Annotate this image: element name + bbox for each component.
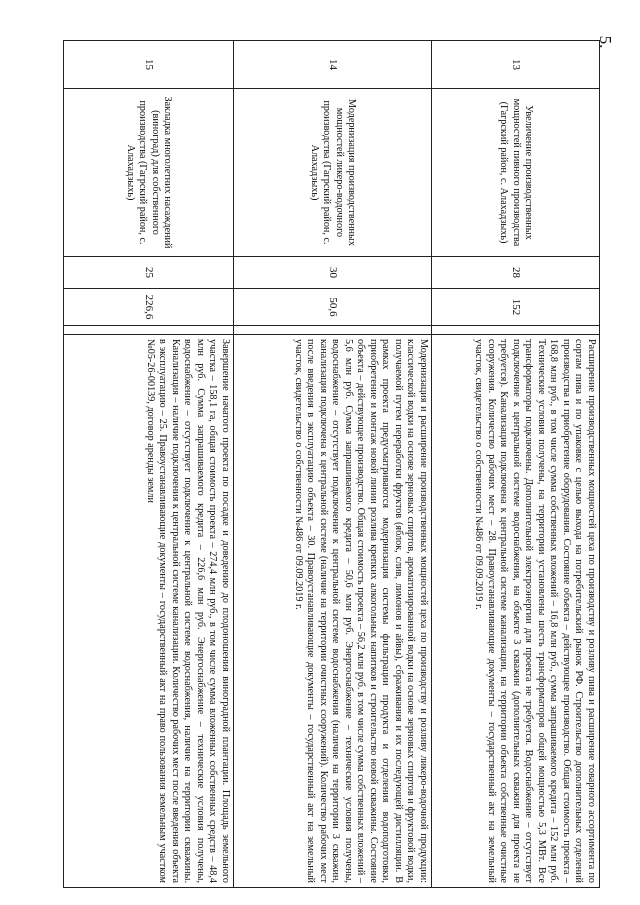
page-number: 5. bbox=[596, 35, 615, 49]
project-name: Увеличение производственных мощностей пивного производства (Гагрский район, с. Алахадзыхь) bbox=[432, 89, 600, 257]
jobs-count: 30 bbox=[234, 257, 432, 289]
project-name: Закладка многолетних насаждений (виноград) для собственного производства (Гагрский район, с. Алахадзыхь) bbox=[64, 89, 234, 257]
project-description: Модернизация и расширение производственных мощностей цеха по производству и розливу ликеро-водочной продукции: классической водки на основе зерновых спиртов, ароматизированной водки на основе зерновых спиртов и фруктовой водки, получаемой путем переработки фруктов (яблок, слив, лимонов и айвы), сбраживания и их последующей дистилляции. В рамках проекта предусматриваются модернизация системы фильтрации продукта и отделения водоподготовки, приобретение и монтаж новой линии розлива крепких алкогольных напитков и строительство новой скважины. Состояние объекта – действующее производство. Общая стоимость проекта – 56,2 млн руб. в том числе сумма собственных вложений – 5,6 млн руб. Сумма запрашиваемого кредита – 50,6 млн руб. Энергоснабжение – технические условия получены, водоснабжение – отсутствует подключение к центральной системе водоснабжения (наличие на территории 3 скважин, канализация подключена к центральной системе (наличие на территории очистных сооружений). Количество рабочих мест после введения в эксплуатацию объекта – 30. Правоустанавливающие документы – государственный акт на земельный участок, свидетельство о собственности №486 от 09.09.2019 г. bbox=[234, 335, 432, 888]
project-description: Завершение начатого проекта по посадке и доведению до плодоношения виноградной плантации. Площадь земельного участка – 158,1 га, общая стоимость проекта – 274,4 млн руб., в том числе сумма вложенных собственных средств – 48,4 млн руб. Сумма запрашиваемого кредита – 226,6 млн руб. Энергоснабжение – технические условия получены, водоснабжение – отсутствует подключение к центральной системе водоснабжения, наличие на территории скважины. Канализация – наличие подключения к центральной системе канализации. Количество рабочих мест после введения объекта в эксплуатацию – 25. Правоустанавливающие документы – государственный акт на право пользования земельным участком №05-26-00139, договор аренды земли bbox=[64, 335, 234, 888]
empty-cell bbox=[234, 326, 432, 335]
credit-amount: 226,6 bbox=[64, 289, 234, 326]
projects-table-rotated bbox=[64, 40, 600, 888]
table-row bbox=[64, 41, 234, 888]
table-row bbox=[234, 41, 432, 888]
empty-cell bbox=[432, 326, 600, 335]
jobs-count: 28 bbox=[432, 257, 600, 289]
project-name: Модернизация производственных мощностей ликеро-водочного производства (Гагрский район, с. Алахадзыхь) bbox=[234, 89, 432, 257]
row-number: 13 bbox=[432, 41, 600, 89]
project-description: Расширение производственных мощностей цеха по производству и розливу пива и расширение товарного ассортимента по сортам пива и по упаковке с целью выхода на потребительский рынок РФ. Строительство дополнительных отделений производства и приобретение оборудования. Состояние объекта – действующее производство. Общая стоимость проекта – 168,8 млн руб., в том числе сумма собственных вложений – 16,8 млн руб., сумма запрашиваемого кредита – 152 млн руб. Технические условия получены, на территории установлены шесть трансформаторов общей мощностью 5,3 МВт. Все трансформаторы подключены. Дополнительной электроэнергии для проекта не требуется. Водоснабжение – отсутствует подключение к центральной системе водоснабжения, на объекте 3 скважин (дополнительных скважин для проекта не требуется). Канализация подключена к центральной системе канализации, на территории объекта собственные очистные сооружения. Количество рабочих мест – 28. Правоустанавливающие документы – государственный акт на земельный участок, свидетельство о собственности №486 от 09.09.2019 г. bbox=[432, 335, 600, 888]
table-row bbox=[432, 41, 600, 888]
credit-amount: 152 bbox=[432, 289, 600, 326]
jobs-count: 25 bbox=[64, 257, 234, 289]
credit-amount: 50,6 bbox=[234, 289, 432, 326]
row-number: 15 bbox=[64, 41, 234, 89]
empty-cell bbox=[64, 326, 234, 335]
row-number: 14 bbox=[234, 41, 432, 89]
projects-table bbox=[63, 40, 600, 888]
